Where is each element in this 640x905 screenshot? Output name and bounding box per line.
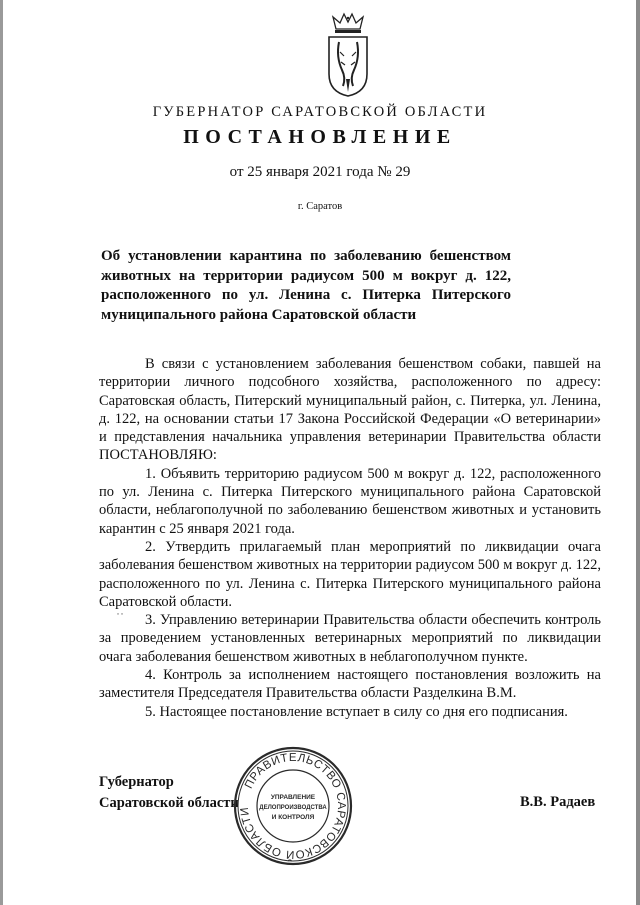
body-paragraph-4: 4. Контроль за исполнением настоящего постановления возложить на заместителя Председателя Правительства области Разделкина В.М.	[99, 667, 601, 702]
official-stamp-icon	[231, 744, 355, 868]
stamp-center-line2: ДЕЛОПРОИЗВОДСТВА	[259, 805, 327, 811]
coat-of-arms-icon	[324, 12, 372, 98]
signatory-title	[99, 772, 239, 814]
signatory-title-line2: Саратовской области	[99, 795, 239, 811]
signatory-title-line1: Губернатор	[99, 774, 174, 790]
document-body	[99, 355, 601, 721]
stamp-center-line3: И КОНТРОЛЯ	[271, 814, 315, 821]
document-date-number: от 25 января 2021 года № 29	[229, 164, 411, 180]
body-paragraph-3: 3. Управлению ветеринарии Правительства области обеспечить контроль за проведением установленных ветеринарных мероприятий по ликвидации очага заболевания бешенством животных в неблагополучном пункте.	[99, 612, 601, 665]
stamp-center-line1: УПРАВЛЕНИЕ	[270, 794, 316, 801]
document-place: г. Саратов	[297, 201, 343, 212]
signatory-name: В.В. Радаев	[520, 794, 596, 810]
margin-mark: ˙˙	[116, 610, 124, 624]
body-paragraph-5: 5. Настоящее постановление вступает в силу со дня его подписания.	[145, 703, 568, 720]
document-subject: Об установлении карантина по заболеванию бешенством животных на территории радиусом 500 м вокруг д. 122, расположенного по ул. Ленина с. Питерка Питерского муниципального района Саратовской области	[101, 248, 511, 323]
body-paragraph-1: 1. Объявить территорию радиусом 500 м вокруг д. 122, расположенного по ул. Ленина с. Питерка Питерского муниципального района Саратовской области, неблагополучной по заболеванию бешенством животных и установить карантин с 25 января 2021 года.	[99, 465, 601, 537]
stamp-ring-text: ПРАВИТЕЛЬСТВО САРАТОВСКОЙ ОБЛАСТИ	[238, 751, 348, 861]
body-paragraph-preamble: В связи с установлением заболевания бешенством собаки, павшей на территории личного подсобного хозяйства, расположенного по адресу: Саратовская область, Питерский муниципальный район, с. Питерка, ул. Ленина, д. 122, на основании статьи 17 Закона Российской Федерации «О ветеринарии» и представления начальника управления ветеринарии Правительства области ПОСТАНОВЛЯЮ:	[99, 356, 601, 464]
body-paragraph-2: 2. Утвердить прилагаемый план мероприятий по ликвидации очага заболевания бешенством животных на территории радиусом 500 м вокруг д. 122, расположенного по ул. Ленина с. Питерка Питерского муниципального района Саратовской области.	[99, 538, 601, 610]
issuing-authority: ГУБЕРНАТОР САРАТОВСКОЙ ОБЛАСТИ	[152, 104, 488, 120]
document-type: ПОСТАНОВЛЕНИЕ	[183, 126, 457, 148]
